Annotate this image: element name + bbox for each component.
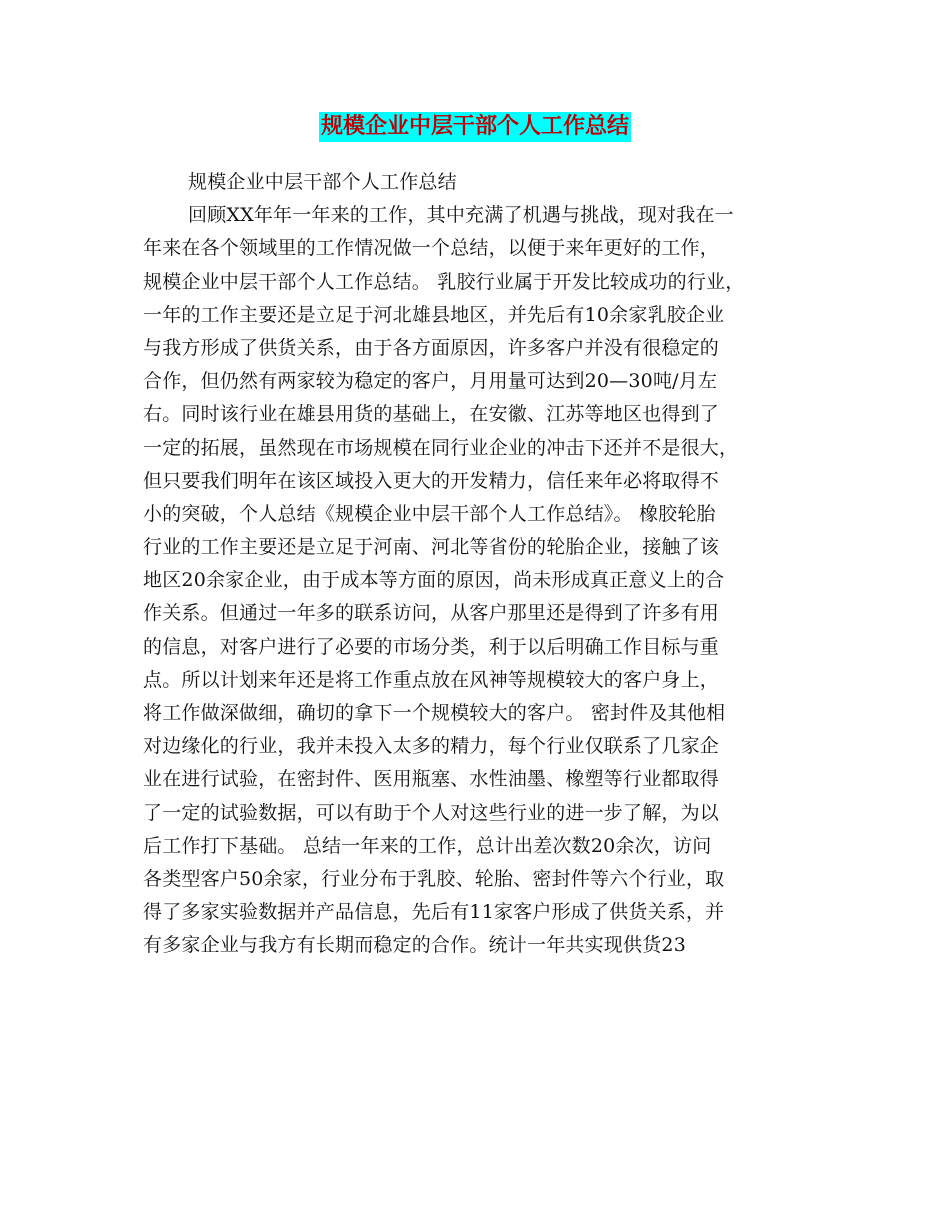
body-line: 业在进行试验，在密封件、医用瓶塞、水性油墨、橡塑等行业都取得: [143, 768, 720, 791]
body-line: 点。所以计划来年还是将工作重点放在风神等规模较大的客户身上，: [143, 668, 720, 691]
body-line: 规模企业中层干部个人工作总结。 乳胶行业属于开发比较成功的行业，: [143, 270, 745, 293]
body-line: 规模企业中层干部个人工作总结: [188, 171, 457, 193]
body-line: 小的突破，个人总结《规模企业中层干部个人工作总结》。 橡胶轮胎: [143, 502, 716, 525]
title-container: [0, 112, 950, 142]
body-line: 了一定的试验数据，可以有助于个人对这些行业的进一步了解，为以: [143, 801, 720, 824]
document-title: 规模企业中层干部个人工作总结: [319, 112, 631, 142]
body-line: 与我方形成了供货关系，由于各方面原因，许多客户并没有很稳定的: [143, 336, 720, 359]
body-line: 各类型客户50余家，行业分布于乳胶、轮胎、密封件等六个行业，取: [143, 867, 725, 890]
body-line: 后工作打下基础。 总结一年来的工作，总计出差次数20余次，访问: [143, 834, 712, 857]
body-line: 得了多家实验数据并产品信息，先后有11家客户形成了供货关系，并: [143, 901, 725, 924]
body-line: 行业的工作主要还是立足于河南、河北等省份的轮胎企业，接触了该: [143, 536, 720, 559]
body-line: 年来在各个领域里的工作情况做一个总结，以便于来年更好的工作，: [143, 237, 720, 260]
body-line: 一年的工作主要还是立足于河北雄县地区，并先后有10余家乳胶企业: [143, 303, 725, 326]
body-line: 将工作做深做细，确切的拿下一个规模较大的客户。 密封件及其他相: [143, 702, 726, 724]
body-line: 作关系。但通过一年多的联系访问，从客户那里还是得到了许多有用: [143, 602, 720, 625]
body-line: 回顾XX年年一年来的工作，其中充满了机遇与挑战，现对我在一: [188, 204, 734, 227]
body-line: 有多家企业与我方有长期而稳定的合作。统计一年共实现供货23: [143, 934, 686, 957]
body-line: 右。同时该行业在雄县用货的基础上，在安徽、江苏等地区也得到了: [143, 403, 720, 426]
body-line: 的信息，对客户进行了必要的市场分类，利于以后明确工作目标与重: [143, 635, 720, 658]
body-line: 一定的拓展，虽然现在市场规模在同行业企业的冲击下还并不是很大，: [143, 436, 739, 459]
body-line: 合作，但仍然有两家较为稳定的客户，月用量可达到20—30吨/月左: [143, 370, 718, 393]
body-line: 地区20余家企业，由于成本等方面的原因，尚未形成真正意义上的合: [143, 569, 725, 592]
document-body: [143, 166, 813, 963]
body-line: 对边缘化的行业，我并未投入太多的精力，每个行业仅联系了几家企: [143, 735, 720, 758]
body-line: 但只要我们明年在该区域投入更大的开发精力，信任来年必将取得不: [143, 469, 720, 492]
